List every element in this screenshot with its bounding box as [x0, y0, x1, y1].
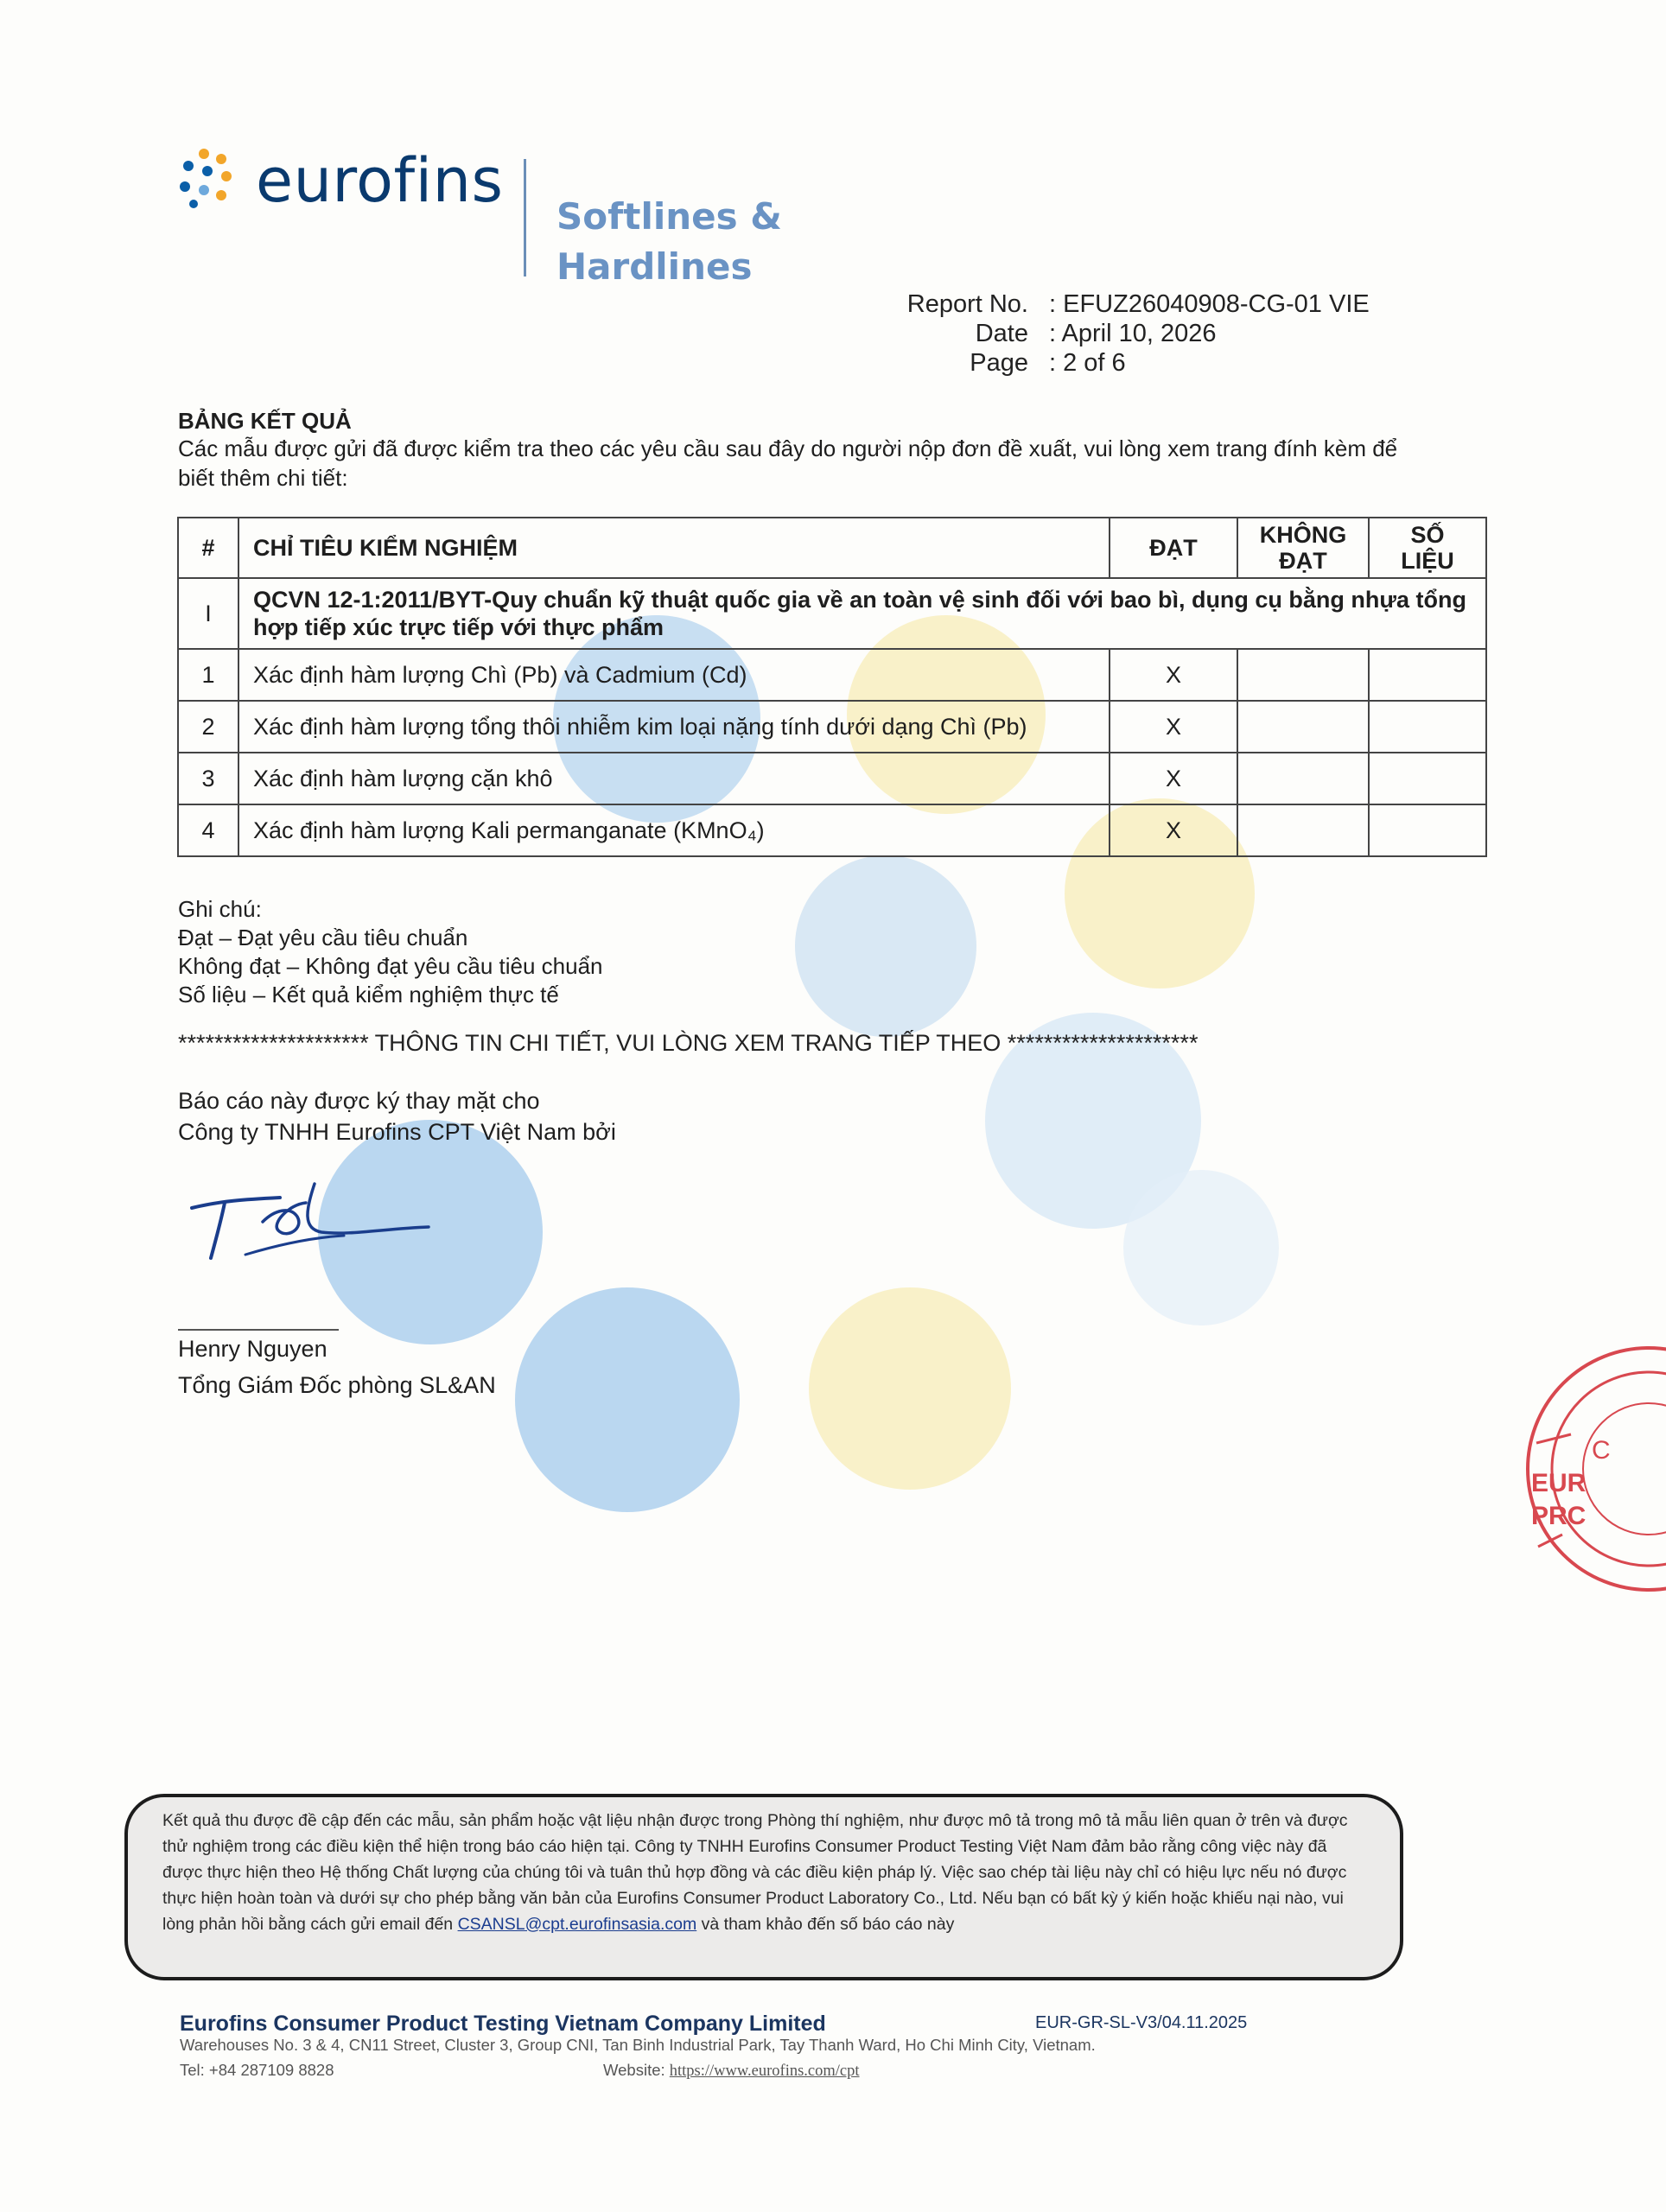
- row-data: [1369, 753, 1486, 804]
- stamp-text: C: [1592, 1436, 1611, 1465]
- row-num: 2: [178, 701, 238, 753]
- note-item: Số liệu – Kết quả kiểm nghiệm thực tế: [178, 982, 559, 1007]
- row-num: 4: [178, 804, 238, 856]
- signer-position: Tổng Giám Đốc phòng SL&AN: [178, 1372, 496, 1398]
- section-text: QCVN 12-1:2011/BYT-Quy chuẩn kỹ thuật quốc gia về an toàn vệ sinh đối với bao bì, dụng cụ bằng nhựa tổng hợp tiếp xúc trực tiếp với thực phẩm: [238, 578, 1486, 649]
- footer-company: Eurofins Consumer Product Testing Vietnam Company Limited: [180, 2012, 826, 2036]
- company-stamp: [1510, 1339, 1666, 1599]
- logo-divider: [524, 159, 526, 276]
- row-pass: X: [1110, 753, 1237, 804]
- page-label: Page: [970, 349, 1028, 377]
- section-row: [178, 578, 1486, 649]
- website-link[interactable]: https://www.eurofins.com/cpt: [669, 2063, 860, 2080]
- row-fail: [1237, 804, 1369, 856]
- row-fail: [1237, 649, 1369, 701]
- row-fail: [1237, 701, 1369, 753]
- signature: [185, 1175, 444, 1270]
- row-criteria: Xác định hàm lượng Kali permanganate (KMnO₄): [238, 804, 1110, 856]
- signer: [178, 1331, 496, 1403]
- division-line2: Hardlines: [556, 245, 753, 288]
- results-title: BẢNG KẾT QUẢ: [178, 408, 352, 434]
- row-pass: X: [1110, 649, 1237, 701]
- row-pass: X: [1110, 701, 1237, 753]
- note-item: Không đạt – Không đạt yêu cầu tiêu chuẩn: [178, 953, 603, 979]
- row-num: 3: [178, 753, 238, 804]
- col-header-num: #: [178, 518, 238, 578]
- table-row: [178, 804, 1486, 856]
- logo-wordmark: eurofins: [256, 145, 504, 216]
- division-line1: Softlines &: [556, 195, 782, 238]
- footer-address: Warehouses No. 3 & 4, CN11 Street, Cluster 3, Group CNI, Tan Binh Industrial Park, Tay Thanh Ward, Ho Chi Minh City, Vietnam.: [180, 2036, 1096, 2054]
- disclaimer-box: [124, 1794, 1403, 1980]
- results-table: [177, 517, 1487, 857]
- col-header-data: SỐ LIỆU: [1369, 518, 1486, 578]
- signoff-line1: Báo cáo này được ký thay mặt cho: [178, 1088, 540, 1114]
- website-label: Website:: [603, 2061, 670, 2079]
- notes: [178, 895, 603, 1009]
- row-criteria: Xác định hàm lượng cặn khô: [238, 753, 1110, 804]
- report-no-label: Report No.: [906, 290, 1028, 318]
- results-intro: Các mẫu được gửi đã được kiểm tra theo các yêu cầu sau đây do người nộp đơn đề xuất, vui lòng xem trang đính kèm để biết thêm chi tiết:: [178, 435, 1398, 491]
- row-data: [1369, 701, 1486, 753]
- note-item: Đạt – Đạt yêu cầu tiêu chuẩn: [178, 925, 468, 950]
- signoff-statement: [178, 1085, 616, 1147]
- table-row: [178, 649, 1486, 701]
- row-num: 1: [178, 649, 238, 701]
- footer-website: [603, 2061, 860, 2081]
- eurofins-dots-icon: [176, 147, 245, 209]
- col-header-fail: KHÔNG ĐẠT: [1237, 518, 1369, 578]
- row-pass: X: [1110, 804, 1237, 856]
- division-name: [556, 192, 782, 292]
- signer-name: Henry Nguyen: [178, 1336, 327, 1362]
- report-no-value: : EFUZ26040908-CG-01 VIE: [1049, 290, 1370, 318]
- row-data: [1369, 804, 1486, 856]
- table-row: [178, 701, 1486, 753]
- section-num: I: [178, 578, 238, 649]
- col-header-criteria: CHỈ TIÊU KIỂM NGHIỆM: [238, 518, 1110, 578]
- table-row: [178, 753, 1486, 804]
- date-value: : April 10, 2026: [1049, 320, 1217, 347]
- stamp-text: EUR: [1531, 1469, 1587, 1497]
- disclaimer-tail: và tham khảo đến số báo cáo này: [701, 1915, 955, 1934]
- row-data: [1369, 649, 1486, 701]
- row-criteria: Xác định hàm lượng tổng thôi nhiễm kim loại nặng tính dưới dạng Chì (Pb): [238, 701, 1110, 753]
- notes-title: Ghi chú:: [178, 896, 262, 922]
- row-criteria: Xác định hàm lượng Chì (Pb) và Cadmium (Cd): [238, 649, 1110, 701]
- signoff-line2: Công ty TNHH Eurofins CPT Việt Nam bởi: [178, 1119, 616, 1145]
- footer-tel: Tel: +84 287109 8828: [180, 2061, 334, 2079]
- disclaimer-text: Kết quả thu được đề cập đến các mẫu, sản phẩm hoặc vật liệu nhận được trong Phòng thí nghiệm, như được mô tả trong mô tả mẫu liên quan ở trên và được thử nghiệm trong các điều kiện thể hiện trong báo cáo hiện tại. Công ty TNHH Eurofins Consumer Product Testing Việt Nam đảm bảo rằng công việc này đã được thực hiện theo Hệ thống Chất lượng của chúng tôi và tuân thủ hợp đồng và các điều kiện pháp lý. Việc sao chép tài liệu này chỉ có hiệu lực nếu nó được thực hiện hoàn toàn và dưới sự cho phép bằng văn bản của Eurofins Consumer Product Laboratory Co., Ltd. Nếu bạn có bất kỳ ý kiến hoặc khiếu nại nào, vui lòng phản hồi bằng cách gửi email đến: [162, 1811, 1348, 1934]
- detail-notice: ********************* THÔNG TIN CHI TIẾT, VUI LÒNG XEM TRANG TIẾP THEO *********************: [178, 1030, 1199, 1056]
- footer-form-code: EUR-GR-SL-V3/04.11.2025: [1035, 2013, 1248, 2032]
- table-header-row: [178, 518, 1486, 578]
- row-fail: [1237, 753, 1369, 804]
- date-label: Date: [975, 320, 1028, 347]
- col-header-pass: ĐẠT: [1110, 518, 1237, 578]
- page-value: : 2 of 6: [1049, 349, 1126, 377]
- disclaimer-email-link[interactable]: CSANSL@cpt.eurofinsasia.com: [457, 1915, 697, 1934]
- stamp-text: PRC: [1531, 1502, 1587, 1530]
